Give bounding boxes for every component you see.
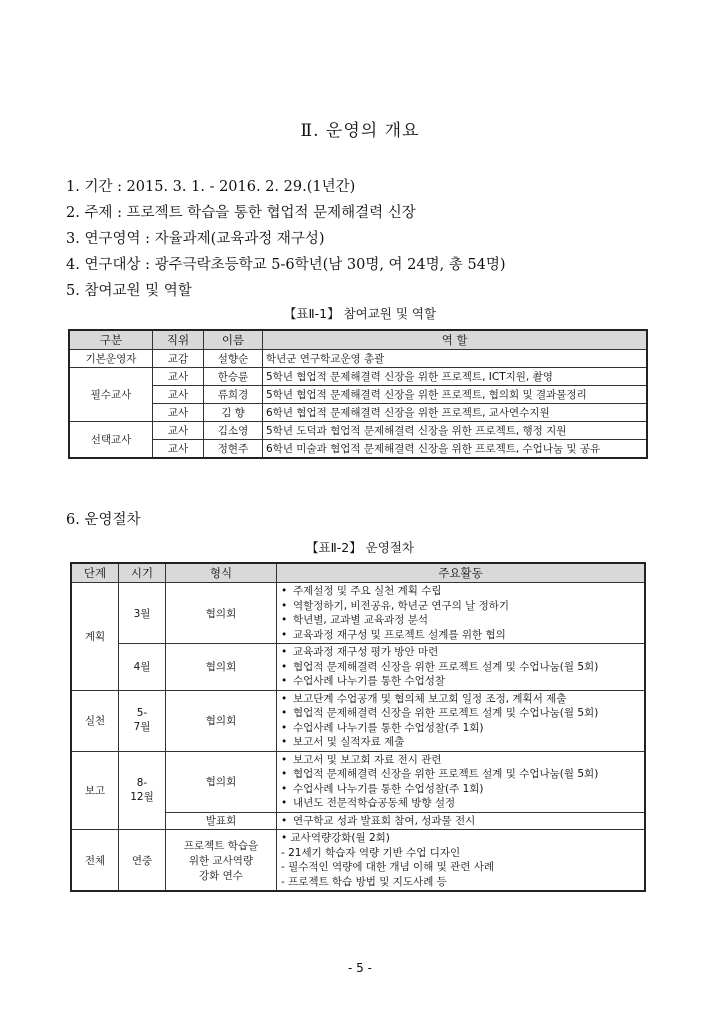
page-number: - 5 -	[348, 961, 372, 975]
table-row	[69, 422, 647, 440]
bullet-icon: •	[281, 782, 288, 795]
activities-cell	[277, 583, 646, 644]
bullet-icon: •	[281, 736, 288, 748]
activity-list	[281, 584, 640, 642]
bullet-icon: •	[281, 646, 288, 658]
activities-cell	[277, 830, 646, 892]
activity-item: - 필수적인 역량에 대한 개념 이해 및 관련 사례	[281, 861, 495, 873]
table2-header-cell: 형식	[166, 563, 277, 583]
activity-item: - 21세기 학습자 역량 기반 수업 디자인	[281, 846, 461, 859]
activity-item: • 보고서 및 보고회 자료 전시 관련	[281, 753, 442, 766]
position-cell: 교사	[153, 368, 204, 386]
table1-header-cell: 이름	[204, 330, 263, 350]
overview-item-period: 1. 기간 : 2015. 3. 1. - 2016. 2. 29.(1년간)	[66, 179, 356, 195]
activity-list	[281, 753, 640, 811]
activity-item: • 학년별, 교과별 교육과정 분석	[281, 614, 429, 626]
name-cell: 설향순	[204, 350, 263, 368]
table2-header-cell: 단계	[71, 563, 119, 583]
time-cell: 연중	[119, 830, 166, 892]
format-cell: 협의회	[166, 690, 277, 751]
teacher-roles-table	[68, 329, 648, 459]
stage-cell: 보고	[71, 751, 119, 830]
position-cell: 교사	[153, 386, 204, 404]
stage-cell: 전체	[71, 830, 119, 892]
name-cell: 김소영	[204, 422, 263, 440]
table1-header-row	[69, 330, 647, 350]
bullet-icon: •	[281, 660, 288, 673]
position-cell: 교사	[153, 440, 204, 459]
activity-item: • 협업적 문제해결력 신장을 위한 프로젝트 설계 및 수업나눔(월 5회)	[281, 768, 599, 780]
bullet-icon: •	[281, 797, 288, 809]
activity-item: • 교육과정 재구성 및 프로젝트 설계를 위한 협의	[281, 628, 506, 641]
name-cell: 류희경	[204, 386, 263, 404]
table-row	[69, 386, 647, 404]
time-cell: 5- 7월	[119, 690, 166, 751]
name-cell: 정현주	[204, 440, 263, 459]
format-cell: 협의회	[166, 583, 277, 644]
table1-header-cell: 직위	[153, 330, 204, 350]
category-cell: 필수교사	[69, 368, 153, 422]
activity-item: • 역할정하기, 비전공유, 학년군 연구의 날 정하기	[281, 599, 510, 612]
overview-item-topic: 2. 주제 : 프로젝트 학습을 통한 협업적 문제해결력 신장	[66, 205, 416, 221]
bullet-icon: •	[281, 675, 288, 687]
position-cell: 교감	[153, 350, 204, 368]
role-cell: 학년군 연구학교운영 총괄	[263, 350, 648, 368]
table-row	[69, 368, 647, 386]
role-cell: 5학년 협업적 문제해결력 신장을 위한 프로젝트, 협의회 및 결과물정리	[263, 386, 648, 404]
activities-cell	[277, 644, 646, 691]
procedure-table	[70, 562, 646, 892]
table2-header-row	[71, 563, 645, 583]
table2-header-cell: 시기	[119, 563, 166, 583]
table-row	[71, 751, 645, 812]
activity-item: - 프로젝트 학습 방법 및 지도사례 등	[281, 875, 447, 888]
format-cell: 프로젝트 학습을 위한 교사역량 강화 연수	[166, 830, 277, 892]
activity-item: • 주제설정 및 주요 실천 계획 수립	[281, 585, 442, 597]
overview-item-teachers: 5. 참여교원 및 역할	[66, 283, 192, 299]
role-cell: 5학년 도덕과 협업적 문제해결력 신장을 위한 프로젝트, 행정 지원	[263, 422, 648, 440]
role-cell: 6학년 협업적 문제해결력 신장을 위한 프로젝트, 교사연수지원	[263, 404, 648, 422]
page-title: Ⅱ. 운영의 개요	[300, 121, 420, 141]
activity-item: • 보고서 및 실적자료 제출	[281, 736, 405, 748]
category-cell: 기본운영자	[69, 350, 153, 368]
activity-list	[281, 692, 640, 750]
table2-header-cell: 주요활동	[277, 563, 646, 583]
bullet-icon: •	[281, 585, 288, 597]
activities-cell	[277, 690, 646, 751]
activity-item: • 교사역량강화(월 2회)	[281, 832, 390, 844]
time-cell: 3월	[119, 583, 166, 644]
bullet-icon: •	[281, 707, 288, 719]
activity-item: • 수업사례 나누기를 통한 수업성찰	[281, 675, 446, 687]
activity-item: • 수업사례 나누기를 통한 수업성찰(주 1회)	[281, 782, 484, 795]
bullet-icon: •	[281, 614, 288, 626]
overview-item-area: 3. 연구영역 : 자율과제(교육과정 재구성)	[66, 231, 325, 247]
table-row	[69, 404, 647, 422]
table-row	[71, 583, 645, 644]
table-row	[71, 830, 645, 892]
activity-item: • 교육과정 재구성 평가 방안 마련	[281, 646, 439, 658]
stage-cell: 계획	[71, 583, 119, 691]
activity-item: • 연구학교 성과 발표회 참여, 성과물 전시	[281, 814, 476, 827]
section6-heading: 6. 운영절차	[66, 512, 141, 528]
activity-item: • 수업사례 나누기를 통한 수업성찰(주 1회)	[281, 721, 484, 734]
activity-item: • 내년도 전문적학습공동체 방향 설정	[281, 797, 456, 809]
format-cell: 협의회	[166, 644, 277, 691]
table1-caption: 【표Ⅱ-1】 참여교원 및 역할	[283, 306, 437, 321]
bullet-icon: •	[281, 599, 288, 612]
activity-list	[281, 814, 640, 829]
bullet-icon: •	[281, 753, 288, 766]
activities-cell	[277, 751, 646, 812]
activity-item: • 보고단계 수업공개 및 협의체 보고회 일정 조정, 계획서 제출	[281, 692, 567, 705]
name-cell: 김 향	[204, 404, 263, 422]
format-cell: 발표회	[166, 812, 277, 830]
bullet-icon: •	[281, 814, 288, 827]
table-row	[69, 350, 647, 368]
overview-list	[66, 174, 506, 304]
activity-list	[281, 831, 640, 889]
bullet-icon: •	[281, 628, 288, 641]
name-cell: 한승륜	[204, 368, 263, 386]
bullet-icon: •	[281, 768, 288, 780]
table2-caption: 【표Ⅱ-2】 운영절차	[306, 540, 414, 555]
time-cell: 8- 12월	[119, 751, 166, 830]
activity-list	[281, 645, 640, 689]
stage-cell: 실천	[71, 690, 119, 751]
table1-header-cell: 구분	[69, 330, 153, 350]
time-cell: 4월	[119, 644, 166, 691]
role-cell: 6학년 미술과 협업적 문제해결력 신장을 위한 프로젝트, 수업나눔 및 공유	[263, 440, 648, 459]
activities-cell	[277, 812, 646, 830]
overview-item-target: 4. 연구대상 : 광주극락초등학교 5-6학년(남 30명, 여 24명, 총 54명)	[66, 257, 506, 273]
bullet-icon: •	[281, 692, 288, 705]
table-row	[71, 644, 645, 691]
position-cell: 교사	[153, 422, 204, 440]
table-row	[69, 440, 647, 459]
category-cell: 선택교사	[69, 422, 153, 459]
role-cell: 5학년 협업적 문제해결력 신장을 위한 프로젝트, ICT지원, 촬영	[263, 368, 648, 386]
activity-item: • 협업적 문제해결력 신장을 위한 프로젝트 설계 및 수업나눔(월 5회)	[281, 707, 599, 719]
bullet-icon: •	[281, 721, 288, 734]
table-row	[71, 690, 645, 751]
activity-item: • 협업적 문제해결력 신장을 위한 프로젝트 설계 및 수업나눔(월 5회)	[281, 660, 599, 673]
format-cell: 협의회	[166, 751, 277, 812]
table1-header-cell: 역 할	[263, 330, 648, 350]
position-cell: 교사	[153, 404, 204, 422]
